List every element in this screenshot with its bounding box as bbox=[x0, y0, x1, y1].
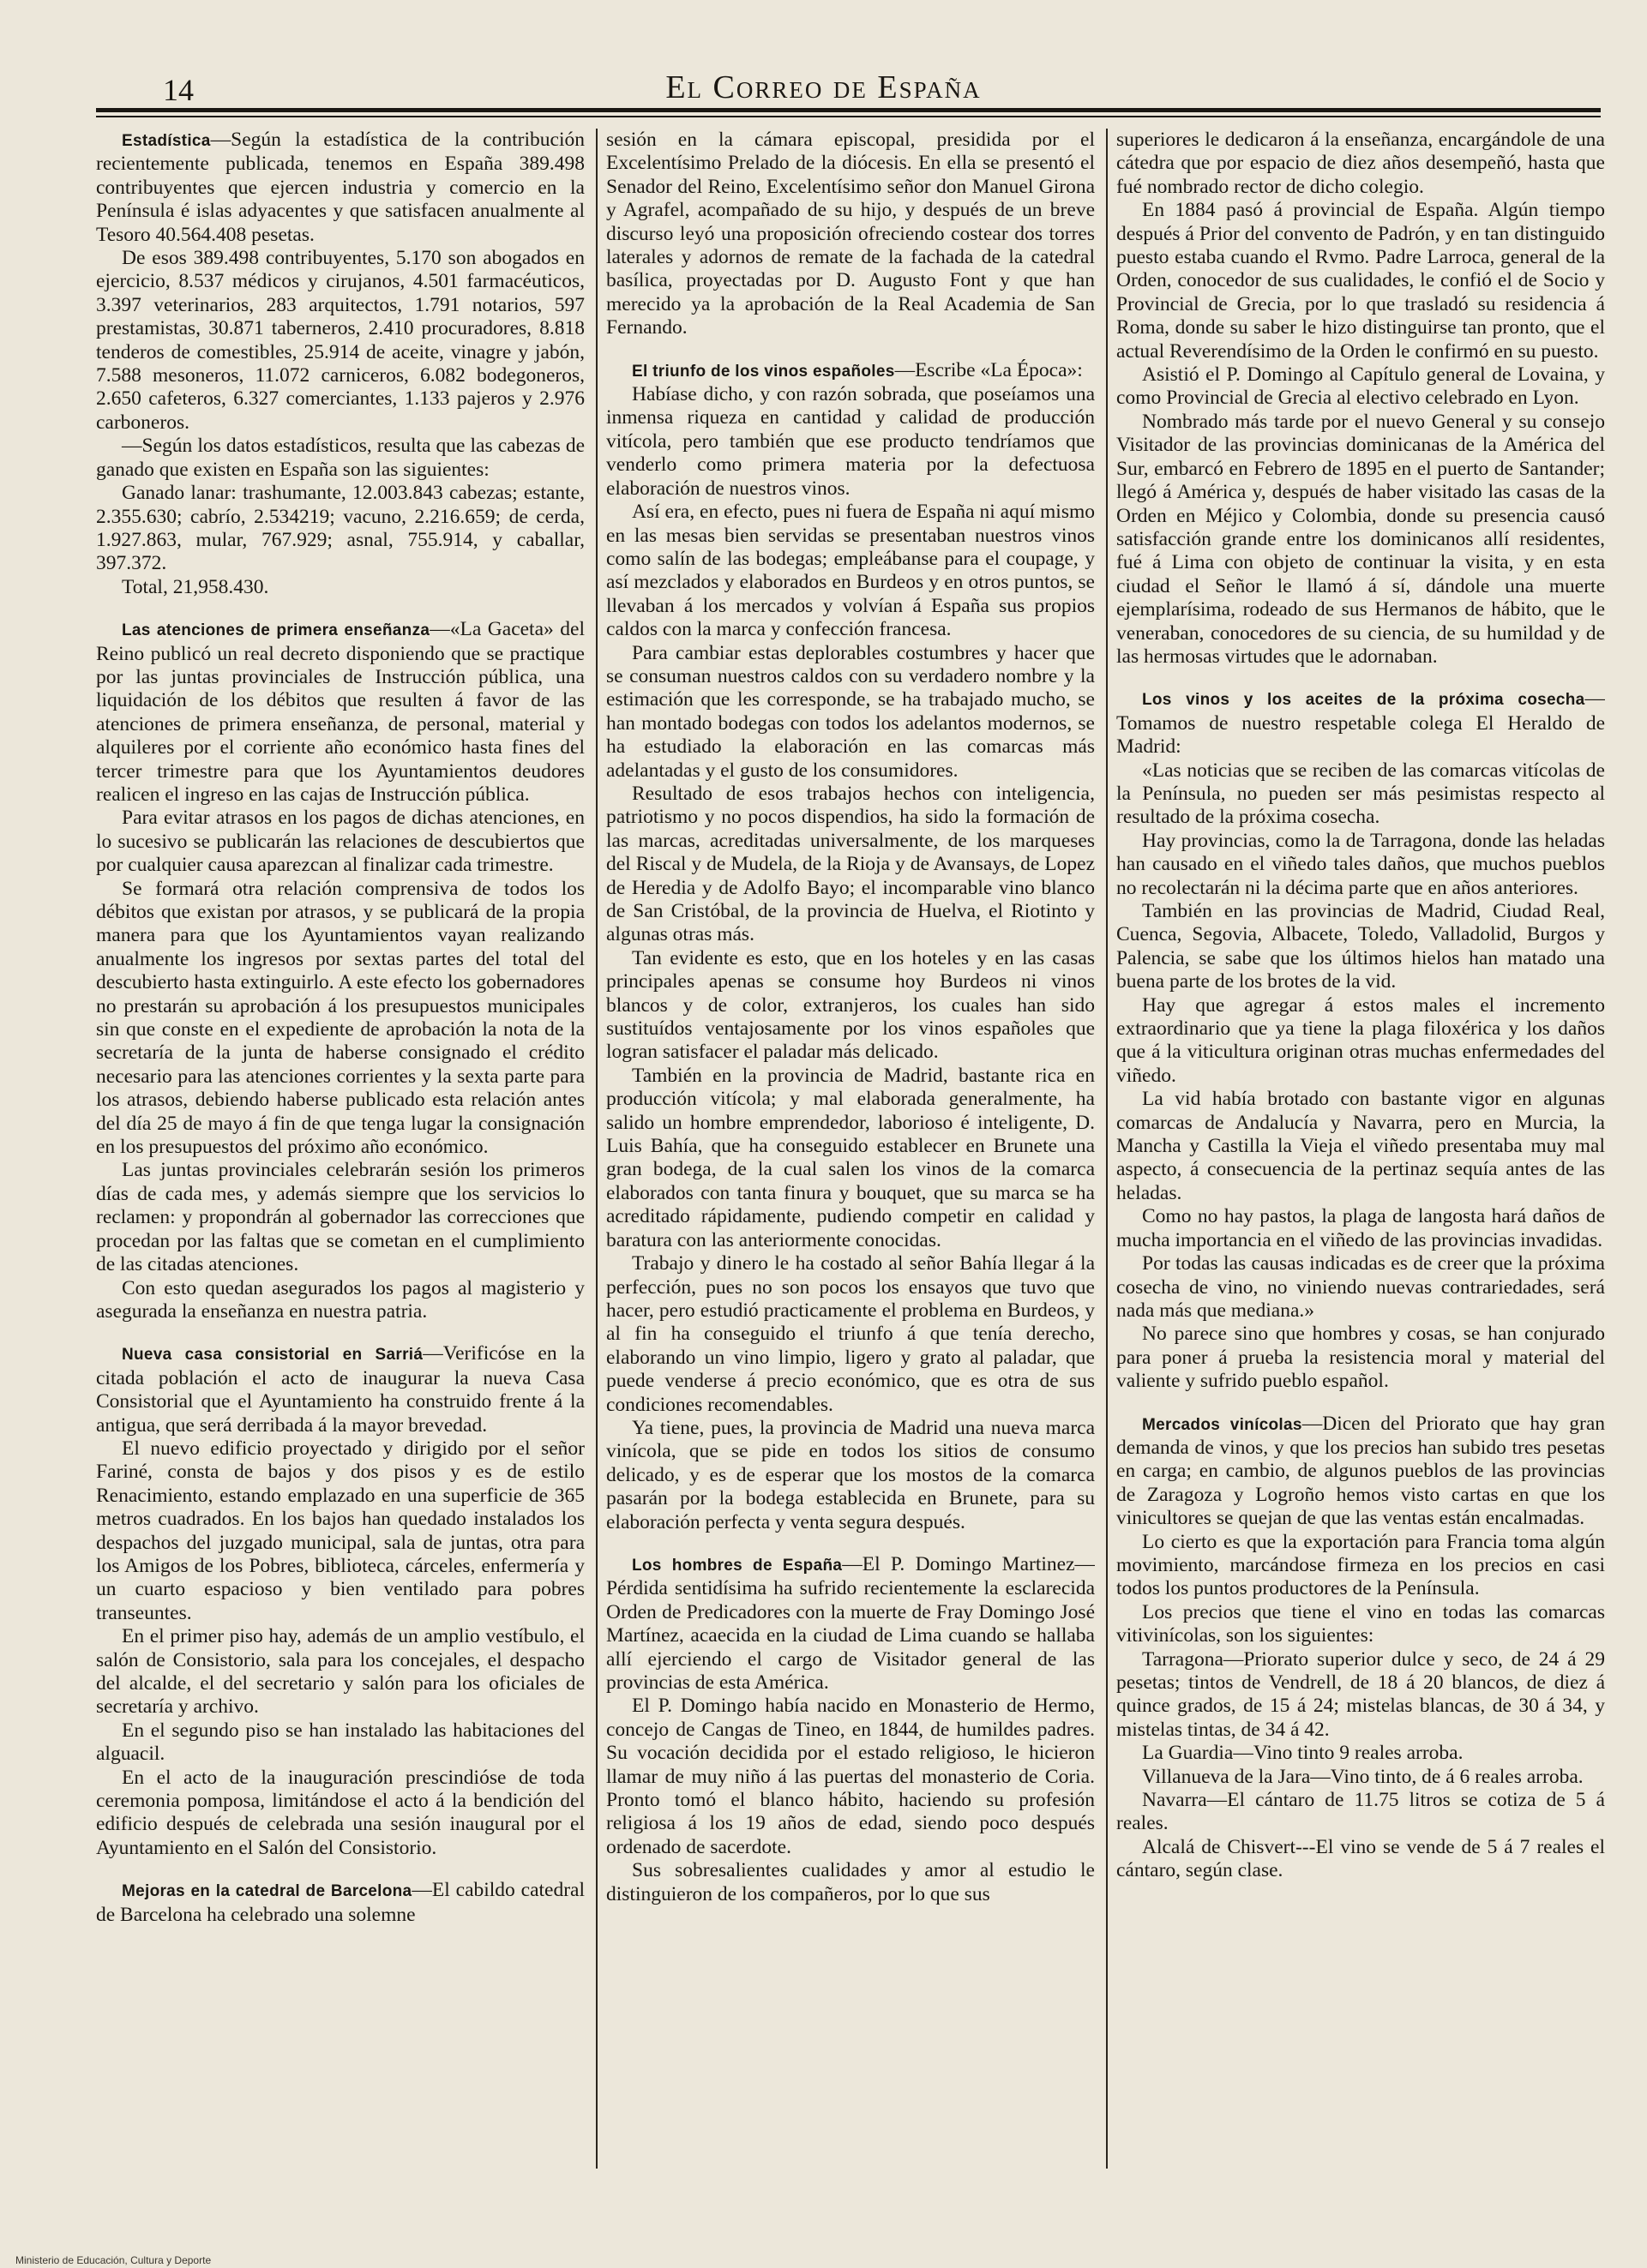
article-paragraph: Tan evidente es esto, que en los hoteles y en las casas principales apenas se consume hoy Burdeos ni vinos blancos y de color, extranjeros, los cuales han sido sustituídos ventajosamente por los vinos españoles que logran satisfacer el paladar más delicado. bbox=[606, 946, 1095, 1064]
article-paragraph: El nuevo edificio proyectado y dirigido por el señor Fariné, consta de bajos y dos pisos y es de estilo Renacimiento, estando emplazado en una superficie de 365 metros cuadrados. En los bajos han quedado instalados los despachos del juzgado municipal, sala de juntas, otra para los Amigos de los Pobres, biblioteca, cárceles, enfermería y un cuarto espacioso y bien ventilado para pobres transeuntes. bbox=[96, 1437, 585, 1624]
article-lead-text: —Tomamos de nuestro respetable colega El Heraldo de Madrid: bbox=[1116, 687, 1605, 759]
article-lead-text: —Dicen del Priorato que hay gran demanda de vinos, y que los precios han subido tres pesetas en carga; en cambio, de algunos pueblos de las provincias de Zaragoza y Logroño hemos visto cartas en que los vinicultores se quejan de que las ventas están encalmadas. bbox=[1116, 1412, 1605, 1530]
article bbox=[606, 1553, 1095, 1906]
article-paragraph: Los precios que tiene el vino en todas las comarcas vitivinícolas, son los siguientes: bbox=[1116, 1600, 1605, 1647]
article bbox=[606, 359, 1095, 1534]
article-paragraph: Tarragona—Priorato superior dulce y seco, de 24 á 29 pesetas; tintos de Vendrell, de 18 á 20 blancos, de diez á quince grados, de 15 á 24; mistelas blancas, de 30 á 34, y mistelas tintas, de 34 á 42. bbox=[1116, 1647, 1605, 1741]
column-3 bbox=[1116, 129, 1605, 2169]
article-paragraph: También en la provincia de Madrid, bastante rica en producción vitícola; y mal elaborada generalmente, ha salido un hombre emprendedor, laborioso é inteligente, D. Luis Bahía, que ha conseguido establecer en Brunete una gran bodega, de la cual salen los vinos de la comarca elaborados con tanta finura y bouquet, que su marca se ha acreditado rápidamente, pudiendo competir en calidad y baratura con las anteriormente conocidas. bbox=[606, 1064, 1095, 1251]
article-paragraph: Sus sobresalientes cualidades y amor al estudio le distinguieron de los compañeros, por lo que sus bbox=[606, 1859, 1095, 1905]
article-paragraph: En 1884 pasó á provincial de España. Algún tiempo después á Prior del convento de Padrón, y en tan distinguido puesto estaba cuando el Rvmo. Padre Larroca, general de la Orden, conocedor de sus cualidades, le confió el de Socio y Provincial de Grecia, por lo que trasladó su residencia á Roma, donde su saber le hizo distinguirse tan pronto, que el actual Reverendísimo de la Orden le confirmó en su puesto. bbox=[1116, 199, 1605, 363]
article-paragraph: «Las noticias que se reciben de las comarcas vitícolas de la Península, no pueden ser más pesimistas respecto al resultado de la próxima cosecha. bbox=[1116, 759, 1605, 829]
article-heading: Nueva casa consistorial en Sarriá bbox=[122, 1346, 424, 1365]
article-paragraph: También en las provincias de Madrid, Ciudad Real, Cuenca, Segovia, Albacete, Toledo, Valladolid, Burgos y Palencia, se sabe que los últimos hielos han matado una buena parte de los brotes de la vid. bbox=[1116, 900, 1605, 993]
article-lead-paragraph bbox=[96, 1342, 585, 1437]
article-paragraph: Hay que agregar á estos males el incremento extraordinario que ya tiene la plaga filoxérica y los daños que á la viticultura originan otras muchas enfermedades del viñedo. bbox=[1116, 993, 1605, 1087]
article-lead-paragraph bbox=[606, 1553, 1095, 1695]
article-heading: Los hombres de España bbox=[632, 1556, 843, 1575]
article-paragraph: Así era, en efecto, pues ni fuera de España ni aquí mismo en las mesas bien servidas se presentaban nuestros vinos como salín de las bodegas; empleábanse para el coupage, y así mezclados y elaborados en Burdeos y en otros puntos, se llevaban á los mercados y volvían á España sus propios caldos con la marca y confección francesa. bbox=[606, 501, 1095, 641]
article-paragraph: Ya tiene, pues, la provincia de Madrid una nueva marca vinícola, que se pide en todos los sitios de consumo delicado, y es de esperar que los mostos de la comarca pasarán por la bodega establecida en Brunete, para su elaboración perfecta y venta segura después. bbox=[606, 1416, 1095, 1533]
newspaper-columns bbox=[96, 129, 1605, 2169]
column-2 bbox=[606, 129, 1095, 2169]
article-lead-paragraph bbox=[606, 129, 1095, 340]
article-paragraph: Lo cierto es que la exportación para Francia toma algún movimiento, marcándose firmeza en los precios en casi todos los puntos productores de la Península. bbox=[1116, 1530, 1605, 1600]
article-lead-text: —El P. Domingo Martinez—Pérdida sentidísima ha sufrido recientemente la esclarecida Orden de Predicadores con la muerte de Fray Domingo José Martínez, acaecida en la ciudad de Lima cuando se hallaba allí ejerciendo el cargo de Visitador general de las provincias de esta América. bbox=[606, 1552, 1095, 1694]
article-paragraph: Ganado lanar: trashumante, 12.003.843 cabezas; estante, 2.355.630; cabrío, 2.534219; vacuno, 2.216.659; de cerda, 1.927.863, mular, 767.929; asnal, 755.914, y caballar, 397.372. bbox=[96, 482, 585, 575]
footer-credit: Ministerio de Educación, Cultura y Deporte bbox=[15, 2254, 212, 2266]
article-paragraph: Trabajo y dinero le ha costado al señor Bahía llegar á la perfección, pues no son pocos los ensayos que tuvo que hacer, pero estudió practicamente el problema en Burdeos, y al fin ha conseguido el triunfo á que tenía derecho, elaborando un vino limpio, ligero y grato al paladar, que puede venderse á precio económico, que es otra de sus condiciones recomendables. bbox=[606, 1252, 1095, 1416]
article-paragraph: Total, 21,958.430. bbox=[122, 575, 269, 598]
article-paragraph: En el primer piso hay, además de un amplio vestíbulo, el salón de Consistorio, sala para los concejales, el despacho del alcalde, el del secretario y salón para los oficiales de secretaría y archivo. bbox=[96, 1625, 585, 1719]
article-lead-text: —El cabildo catedral de Barcelona ha celebrado una solemne bbox=[96, 1879, 585, 1926]
article bbox=[1116, 1413, 1605, 1883]
masthead-title: El Correo de España bbox=[665, 69, 982, 105]
column-divider bbox=[1106, 129, 1108, 2169]
article-paragraph: Resultado de esos trabajos hechos con inteligencia, patriotismo y no pocos dispendios, ha sido la formación de las marcas, acreditadas universalmente, de los marqueses del Riscal y de Mudela, de la Rioja y de Avansays, de Lopez de Heredia y de Adolfo Bayo; el incomparable vino blanco de San Cristóbal, de la provincia de Huelva, el Riotinto y algunas otras más. bbox=[606, 782, 1095, 946]
article-lead-text: —Escribe «La Época»: bbox=[894, 358, 1083, 381]
header-rule-thin bbox=[96, 116, 1601, 117]
article-lead-text: sesión en la cámara episcopal, presidida por el Excelentísimo Prelado de la diócesis. En ella se presentó el Senador del Reino, Excelentísimo señor don Manuel Girona y Agrafel, acompañado de su hijo, y después de un breve discurso leyó una proposición ofreciendo costear dos torres laterales y adornos de remate de la fachada de la catedral basílica, proyectadas por D. Augusto Font y que han merecido ya la aprobación de la Real Academia de San Fernando. bbox=[606, 129, 1095, 339]
page-number: 14 bbox=[163, 73, 194, 107]
article-lead-paragraph bbox=[1116, 1413, 1605, 1531]
article-lead-text: —Según la estadística de la contribución recientemente publicada, tenemos en España 389.498 contribuyentes que ejercen industria y comercio en la Península é islas adyacentes y que satisfacen anualmente al Tesoro 40.564.408 pesetas. bbox=[96, 129, 585, 246]
column-1 bbox=[96, 129, 585, 2169]
article-paragraph: Por todas las causas indicadas es de creer que la próxima cosecha de vino, no viniendo nuevas contrariedades, será nada más que mediana.» bbox=[1116, 1252, 1605, 1322]
article bbox=[96, 1879, 585, 1927]
article-paragraph: Nombrado más tarde por el nuevo General y su consejo Visitador de las provincias dominicanas de la América del Sur, embarcó en Febrero de 1895 en el puerto de Santander; llegó á América y, después de haber visitado las casas de la Orden en Méjico y Colombia, donde su presencia causó satisfacción grande entre los dominicanos allí residentes, fué á Lima con objeto de continuar la visita, y en esta ciudad el Señor le llamó á sí, dándole una muerte ejemplarísima, rodeado de sus Hermanos de hábito, que le veneraban, conocedores de su ciencia, de su humildad y de las hermosas virtudes que le adornaban. bbox=[1116, 410, 1605, 668]
article-paragraph: —Según los datos estadísticos, resulta que las cabezas de ganado que existen en España son las siguientes: bbox=[96, 435, 585, 481]
article bbox=[606, 129, 1095, 340]
article-heading: Estadística bbox=[122, 132, 211, 150]
article-paragraph: Como no hay pastos, la plaga de langosta hará daños de mucha importancia en el viñedo de las provincias invadidas. bbox=[1116, 1205, 1605, 1251]
article-paragraph: Se formará otra relación comprensiva de todos los débitos que existan por atrasos, y se publicará de la propia manera para que los Ayuntamientos vayan realizando anualmente los ingresos por sextas partes del total del descubierto hasta extinguirlo. A este efecto los gobernadores no prestarán su aprobación á los presupuestos municipales sin que conste en el expediente de aprobación la nota de la secretaría de la junta de haberse consignado el crédito necesario para las atenciones corrientes y la sexta parte para los atrasos, debiendo haberse publicado esta relación antes del día 25 de mayo á fin de que tenga lugar la consignación en los presupuestos del próximo año económico. bbox=[96, 877, 585, 1159]
article-paragraph: No parece sino que hombres y cosas, se han conjurado para poner á prueba la resistencia moral y material del valiente y sufrido pueblo español. bbox=[1116, 1323, 1605, 1393]
article-heading: Los vinos y los aceites de la próxima cosecha bbox=[1142, 691, 1585, 710]
article-lead-paragraph bbox=[1116, 687, 1605, 759]
article bbox=[96, 618, 585, 1323]
article-paragraph: Villanueva de la Jara—Vino tinto, de á 6 reales arroba. bbox=[1142, 1765, 1584, 1788]
article-lead-text: —Verificóse en la citada población el acto de inaugurar la nueva Casa Consistorial que el Ayuntamiento ha construido frente á la antigua, que será derribada á la mayor brevedad. bbox=[96, 1342, 585, 1437]
article-paragraph: En el segundo piso se han instalado las habitaciones del alguacil. bbox=[96, 1719, 585, 1766]
article-paragraph: Hay provincias, como la de Tarragona, donde las heladas han causado en el viñedo tales daños, que muchos pueblos no recolectarán ni la décima parte que en años anteriores. bbox=[1116, 829, 1605, 899]
article-paragraph: Navarra—El cántaro de 11.75 litros se cotiza de 5 á reales. bbox=[1116, 1789, 1605, 1835]
article-paragraph: Habíase dicho, y con razón sobrada, que poseíamos una inmensa riqueza en cantidad y calidad de producción vitícola, pero también que ese producto tendríamos que venderlo como primera materia por la defectuosa elaboración de nuestros vinos. bbox=[606, 383, 1095, 500]
article-lead-paragraph bbox=[96, 618, 585, 807]
header-rule-thick bbox=[96, 108, 1601, 112]
article bbox=[96, 1342, 585, 1860]
article-paragraph: Con esto quedan asegurados los pagos al magisterio y asegurada la enseñanza en nuestra patria. bbox=[96, 1276, 585, 1323]
page-header bbox=[0, 0, 1647, 111]
article-lead-text: superiores le dedicaron á la enseñanza, encargándole de una cátedra que por espacio de diez años desempeñó, hasta que fué nombrado rector de dicho colegio. bbox=[1116, 129, 1605, 198]
article bbox=[96, 129, 585, 599]
article-heading: Mejoras en la catedral de Barcelona bbox=[122, 1882, 412, 1901]
article-heading: Las atenciones de primera enseñanza bbox=[122, 621, 430, 640]
article bbox=[1116, 129, 1605, 669]
article-paragraph: De esos 389.498 contribuyentes, 5.170 son abogados en ejercicio, 8.537 médicos y cirujanos, 4.501 farmacéuticos, 3.397 veterinarios, 283 arquitectos, 1.791 notarios, 597 prestamistas, 30.871 taberneros, 2.410 procuradores, 8.818 tenderos de comestibles, 25.914 de aceite, vinagre y jabón, 7.588 mesoneros, 11.072 carniceros, 6.082 bodegoneros, 2.650 cafeteros, 6.327 comerciantes, 1.133 pajeros y 2.976 carboneros. bbox=[96, 247, 585, 434]
article-paragraph: La vid había brotado con bastante vigor en algunas comarcas de Andalucía y Navarra, pero en Murcia, la Mancha y Castilla la Vieja el viñedo presentaba muy mal aspecto, á consecuencia de la pertinaz sequía antes de las heladas. bbox=[1116, 1088, 1605, 1204]
article-lead-paragraph bbox=[606, 359, 1095, 383]
article-paragraph: Asistió el P. Domingo al Capítulo general de Lovaina, y como Provincial de Grecia al electivo celebrado en Lyon. bbox=[1116, 363, 1605, 410]
article-paragraph: Alcalá de Chisvert---El vino se vende de 5 á 7 reales el cántaro, según clase. bbox=[1116, 1835, 1605, 1882]
article-heading: Mercados vinícolas bbox=[1142, 1415, 1302, 1434]
article-paragraph: Las juntas provinciales celebrarán sesión los primeros días de cada mes, y además siempre que los servicios lo reclamen: y propondrán al gobernador las correcciones que procedan por las faltas que se cometan en el cumplimiento de las citadas atenciones. bbox=[96, 1159, 585, 1276]
article-lead-paragraph bbox=[1116, 129, 1605, 199]
column-divider bbox=[596, 129, 598, 2169]
article-lead-paragraph bbox=[96, 1879, 585, 1927]
article-paragraph: Para cambiar estas deplorables costumbres y hacer que se consuman nuestros caldos con su verdadero nombre y la estimación que les corresponde, se ha trabajado mucho, se han montado bodegas con todos los adelantos modernos, se ha estudiado la elaboración en las comarcas más adelantadas y el gusto de los consumidores. bbox=[606, 641, 1095, 782]
article-lead-text: —«La Gaceta» del Reino publicó un real decreto disponiendo que se practique por las juntas provinciales de Instrucción pública, una liquidación de los débitos que resulten á favor de las atenciones de primera enseñanza, de personal, material y alquileres por el corriente año económico hasta fines del tercer trimestre para que los Ayuntamientos deudores realicen el ingreso en las cajas de Instrucción pública. bbox=[96, 618, 585, 806]
article-paragraph: El P. Domingo había nacido en Monasterio de Hermo, concejo de Cangas de Tineo, en 1844, de humildes padres. Su vocación decidida por el estado religioso, le hicieron llamar de muy niño á las puertas del monasterio de Coria. Pronto tomó el blanco hábito, haciendo su profesión religiosa á los 19 años de edad, siendo poco después ordenado de sacerdote. bbox=[606, 1695, 1095, 1858]
article-paragraph: Para evitar atrasos en los pagos de dichas atenciones, en lo sucesivo se publicarán las relaciones de descubiertos que por cualquier causa aparezcan al finalizar cada trimestre. bbox=[96, 807, 585, 877]
article bbox=[1116, 687, 1605, 1393]
article-paragraph: La Guardia—Vino tinto 9 reales arroba. bbox=[1142, 1742, 1464, 1765]
article-lead-paragraph bbox=[96, 129, 585, 247]
article-paragraph: En el acto de la inauguración prescindióse de toda ceremonia pomposa, limitándose el acto á la bendición del edificio después de celebrada una sesión inaugural por el Ayuntamiento en el Salón del Consistorio. bbox=[96, 1766, 585, 1859]
article-heading: El triunfo de los vinos españoles bbox=[632, 362, 895, 381]
